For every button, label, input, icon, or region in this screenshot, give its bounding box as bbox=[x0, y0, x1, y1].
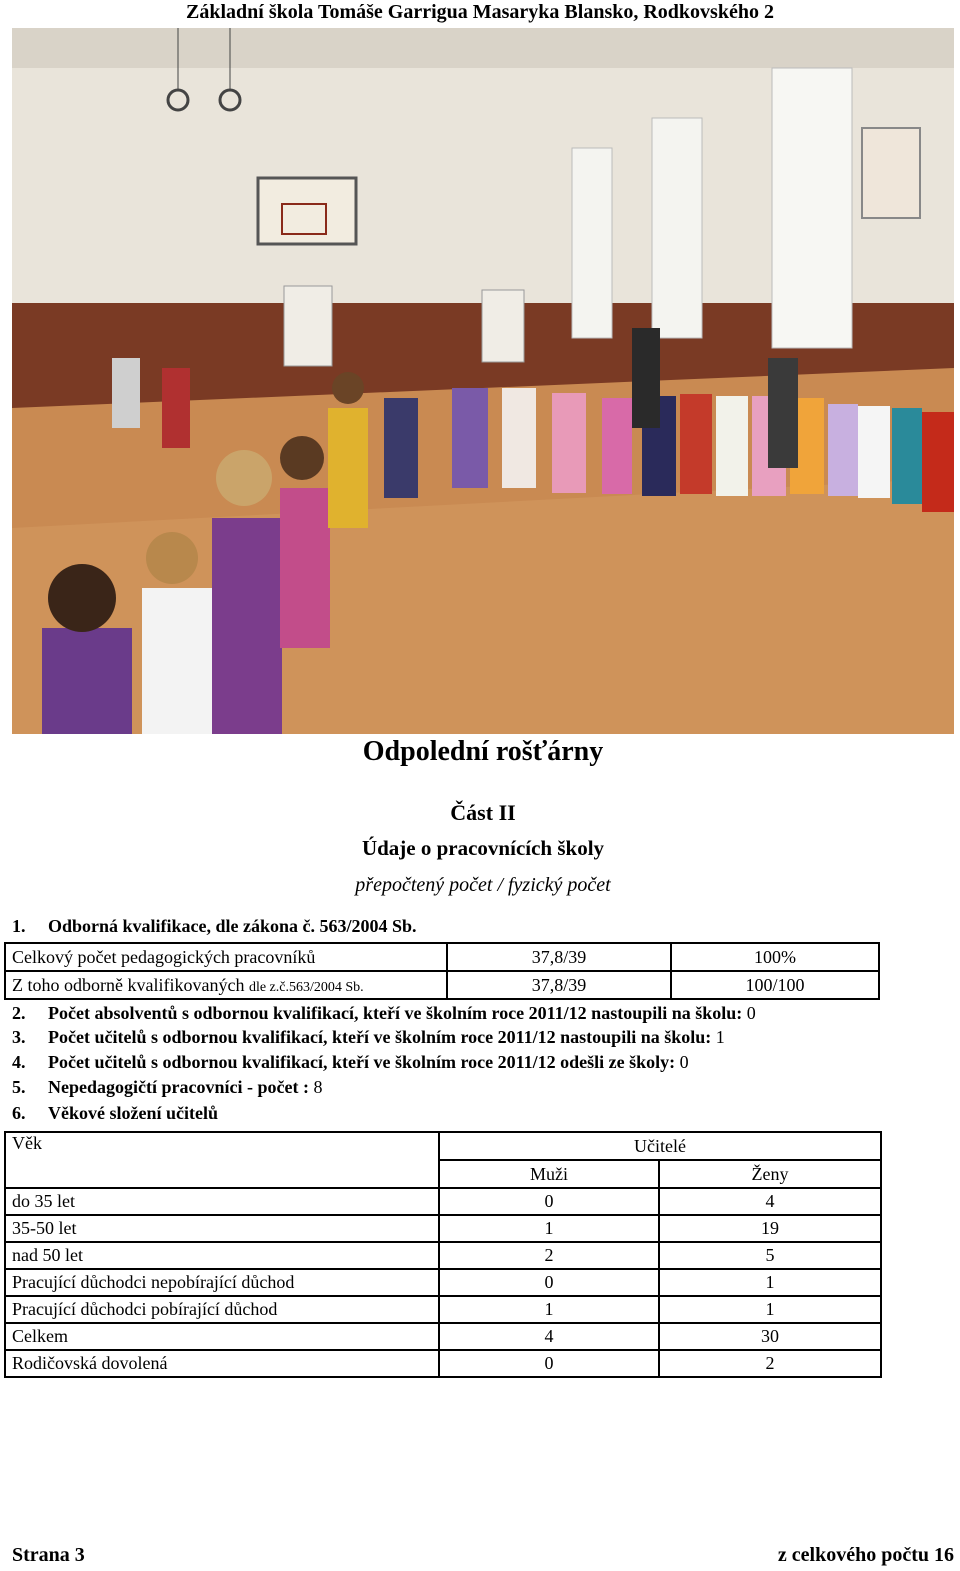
row-men: 0 bbox=[439, 1269, 659, 1296]
row-label: Pracující důchodci nepobírající důchod bbox=[5, 1269, 439, 1296]
row-label: Celkem bbox=[5, 1323, 439, 1350]
table-row bbox=[5, 943, 879, 971]
table-row bbox=[5, 1269, 881, 1296]
col-women-header: Ženy bbox=[659, 1160, 881, 1188]
row-women: 2 bbox=[659, 1350, 881, 1377]
row-women: 5 bbox=[659, 1242, 881, 1269]
item-number: 6. bbox=[12, 1103, 26, 1123]
gym-photo bbox=[12, 28, 954, 734]
table-row bbox=[5, 1242, 881, 1269]
row-label: do 35 let bbox=[5, 1188, 439, 1215]
table-row bbox=[5, 1323, 881, 1350]
item-1 bbox=[12, 914, 417, 938]
table-row bbox=[5, 1215, 881, 1242]
section-subtitle: Údaje o pracovnících školy bbox=[361, 836, 605, 860]
gym-photo-illustration bbox=[12, 28, 954, 734]
item-text: Nepedagogičtí pracovníci - počet : bbox=[48, 1077, 309, 1097]
item-text: Počet učitelů s odbornou kvalifikací, kteří ve školním roce 2011/12 nastoupili na školu: bbox=[48, 1027, 712, 1047]
table-row bbox=[5, 1350, 881, 1377]
item-number: 4. bbox=[12, 1052, 26, 1072]
item-number: 5. bbox=[12, 1077, 26, 1097]
row-women: 1 bbox=[659, 1296, 881, 1323]
table-header-row bbox=[5, 1132, 881, 1160]
row-men: 1 bbox=[439, 1215, 659, 1242]
item-number: 3. bbox=[12, 1027, 26, 1047]
row-label: Celkový počet pedagogických pracovníků bbox=[5, 943, 447, 971]
section-note: přepočtený počet / fyzický počet bbox=[355, 874, 611, 896]
item-3 bbox=[12, 1025, 725, 1049]
col-age-header: Věk bbox=[5, 1132, 439, 1188]
item-4 bbox=[12, 1050, 689, 1074]
item-number: 2. bbox=[12, 1003, 26, 1023]
item-text: Počet učitelů s odbornou kvalifikací, kteří ve školním roce 2011/12 odešli ze školy: bbox=[48, 1052, 676, 1072]
row-label: nad 50 let bbox=[5, 1242, 439, 1269]
item-value: 1 bbox=[715, 1027, 725, 1047]
row-label: 35-50 let bbox=[5, 1215, 439, 1242]
row-men: 0 bbox=[439, 1188, 659, 1215]
qualification-table bbox=[4, 942, 880, 1000]
table-row bbox=[5, 971, 879, 999]
row-women: 4 bbox=[659, 1188, 881, 1215]
row-value: 37,8/39 bbox=[447, 943, 671, 971]
row-label: Rodičovská dovolená bbox=[5, 1350, 439, 1377]
section-part: Část II bbox=[450, 800, 516, 825]
item-2 bbox=[12, 1001, 756, 1025]
photo-caption: Odpolední rošťárny bbox=[362, 736, 604, 767]
item-text: Počet absolventů s odbornou kvalifikací, kteří ve školním roce 2011/12 nastoupili na školu: bbox=[48, 1003, 743, 1023]
item-value: 8 bbox=[313, 1077, 323, 1097]
item-value: 0 bbox=[679, 1052, 689, 1072]
page-number: Strana 3 bbox=[12, 1544, 85, 1566]
row-label: Pracující důchodci pobírající důchod bbox=[5, 1296, 439, 1323]
page-total: z celkového počtu 16 bbox=[777, 1544, 954, 1566]
item-5 bbox=[12, 1075, 322, 1099]
age-table bbox=[4, 1131, 882, 1378]
table-row bbox=[5, 1188, 881, 1215]
row-percent: 100/100 bbox=[671, 971, 879, 999]
row-value: 37,8/39 bbox=[447, 971, 671, 999]
row-label: Z toho odborně kvalifikovaných dle z.č.563/2004 Sb. bbox=[5, 971, 447, 999]
row-women: 19 bbox=[659, 1215, 881, 1242]
table-row bbox=[5, 1296, 881, 1323]
item-6 bbox=[12, 1101, 218, 1125]
page-header: Základní škola Tomáše Garrigua Masaryka Blansko, Rodkovského 2 bbox=[186, 1, 774, 23]
row-women: 1 bbox=[659, 1269, 881, 1296]
item-text: Odborná kvalifikace, dle zákona č. 563/2004 Sb. bbox=[48, 916, 417, 936]
item-text: Věkové složení učitelů bbox=[48, 1103, 218, 1123]
col-teachers-header: Učitelé bbox=[439, 1132, 881, 1160]
row-men: 4 bbox=[439, 1323, 659, 1350]
row-women: 30 bbox=[659, 1323, 881, 1350]
row-men: 2 bbox=[439, 1242, 659, 1269]
row-men: 0 bbox=[439, 1350, 659, 1377]
col-men-header: Muži bbox=[439, 1160, 659, 1188]
row-men: 1 bbox=[439, 1296, 659, 1323]
row-percent: 100% bbox=[671, 943, 879, 971]
item-number: 1. bbox=[12, 916, 26, 936]
item-value: 0 bbox=[746, 1003, 756, 1023]
